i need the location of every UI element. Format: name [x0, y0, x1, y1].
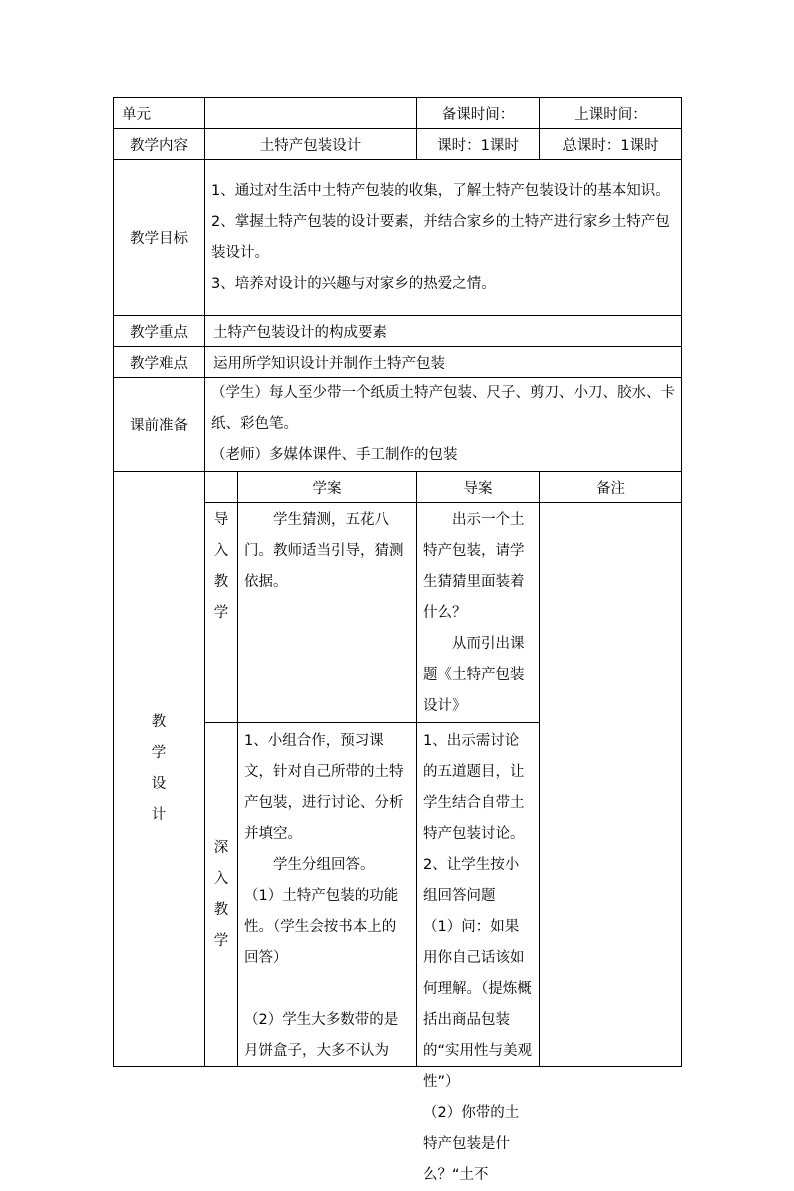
stage-char: 入 [213, 543, 229, 559]
stage-header-empty [205, 472, 238, 503]
intro-guide-text: 出示一个土特产包装，请学生猜猜里面装着什么？ [423, 512, 525, 621]
key-points-label: 教学重点 [114, 316, 205, 347]
content-value: 土特产包装设计 [205, 129, 417, 160]
notes-cell [540, 503, 682, 1067]
deep-study-text: （1）土特产包装的功能性。（学生会按书本上的回答） [244, 888, 399, 966]
class-time-label: 上课时间： [540, 98, 682, 129]
deep-guide-text: 2、让学生按小组回答问题 [423, 857, 520, 904]
objective-item: 2、掌握土特产包装的设计要素，并结合家乡的土特产进行家乡土特产包装设计。 [211, 213, 670, 261]
deep-guide-text: （2）你带的土特产包装是什么？“土不 [423, 1105, 520, 1183]
objectives-label: 教学目标 [114, 160, 205, 316]
intro-guide-cell [417, 503, 540, 723]
objectives-body [205, 160, 682, 316]
design-header-row [114, 472, 682, 503]
difficulties-value: 运用所学知识设计并制作土特产包装 [205, 347, 682, 378]
content-row [114, 129, 682, 160]
stage-deep-cell [205, 723, 238, 1067]
key-points-value: 土特产包装设计的构成要素 [205, 316, 682, 347]
content-label: 教学内容 [114, 129, 205, 160]
prep-time-label: 备课时间： [417, 98, 540, 129]
design-label [114, 707, 204, 831]
unit-label: 单元 [114, 98, 205, 129]
column-guide-header: 导案 [417, 472, 540, 503]
total-hours-value: 总课时：1课时 [540, 129, 682, 160]
stage-char: 教 [213, 901, 229, 918]
deep-study-text: 1、小组合作，预习课文，针对自己所带的土特产包装，进行讨论、分析并填空。 [244, 733, 404, 842]
stage-intro-cell [205, 503, 238, 723]
objectives-row [114, 160, 682, 316]
design-label-char: 教 [151, 714, 167, 730]
deep-guide-body [417, 723, 539, 1183]
key-points-row [114, 316, 682, 347]
objective-item: 1、通过对生活中土特产包装的收集，了解土特产包装设计的基本知识。 [211, 182, 670, 199]
deep-study-cell [238, 723, 417, 1067]
unit-value [205, 98, 417, 129]
stage-intro-label [205, 503, 237, 629]
difficulties-row [114, 347, 682, 378]
stage-char: 深 [213, 839, 229, 856]
design-label-char: 计 [151, 807, 167, 823]
intro-guide-text: 从而引出课题《土特产包装设计》 [423, 636, 525, 714]
preparation-body [205, 378, 682, 472]
deep-guide-cell [417, 723, 540, 1183]
deep-study-text: （2）学生大多数带的是月饼盒子，大多不认为 [244, 1012, 399, 1059]
preparation-row [114, 378, 682, 472]
stage-char: 入 [213, 870, 229, 887]
lesson-plan-table [113, 97, 682, 1183]
difficulties-label: 教学难点 [114, 347, 205, 378]
stage-char: 学 [213, 932, 229, 949]
intro-study-text: 学生猜测，五花八门。教师适当引导，猜测依据。 [244, 512, 404, 590]
column-notes-header: 备注 [540, 472, 682, 503]
stage-char: 学 [213, 605, 229, 621]
deep-study-text: 学生分组回答。 [273, 857, 375, 873]
stage-deep-label [205, 833, 237, 957]
header-row [114, 98, 682, 129]
preparation-student: （学生）每人至少带一个纸质土特产包装、尺子、剪刀、小刀、胶水、卡纸、彩色笔。 [211, 385, 675, 432]
hours-value: 课时：1课时 [417, 129, 540, 160]
design-label-char: 学 [151, 745, 167, 761]
design-label-cell [114, 472, 205, 1067]
stage-char: 教 [213, 574, 229, 590]
deep-study-body [238, 723, 416, 1066]
deep-guide-text: 1、出示需讨论的五道题目，让学生结合自带土特产包装讨论。 [423, 733, 525, 842]
design-label-char: 设 [151, 776, 167, 792]
preparation-label: 课前准备 [114, 378, 205, 472]
deep-guide-text: （1）问：如果用你自己话该如何理解。（提炼概括出商品包装的“实用性与美观性”） [423, 919, 533, 1090]
objective-item: 3、培养对设计的兴趣与对家乡的热爱之情。 [211, 275, 496, 292]
stage-char: 导 [213, 512, 229, 528]
preparation-teacher: （老师）多媒体课件、手工制作的包装 [211, 447, 458, 463]
intro-study-cell [238, 503, 417, 723]
column-study-header: 学案 [238, 472, 417, 503]
